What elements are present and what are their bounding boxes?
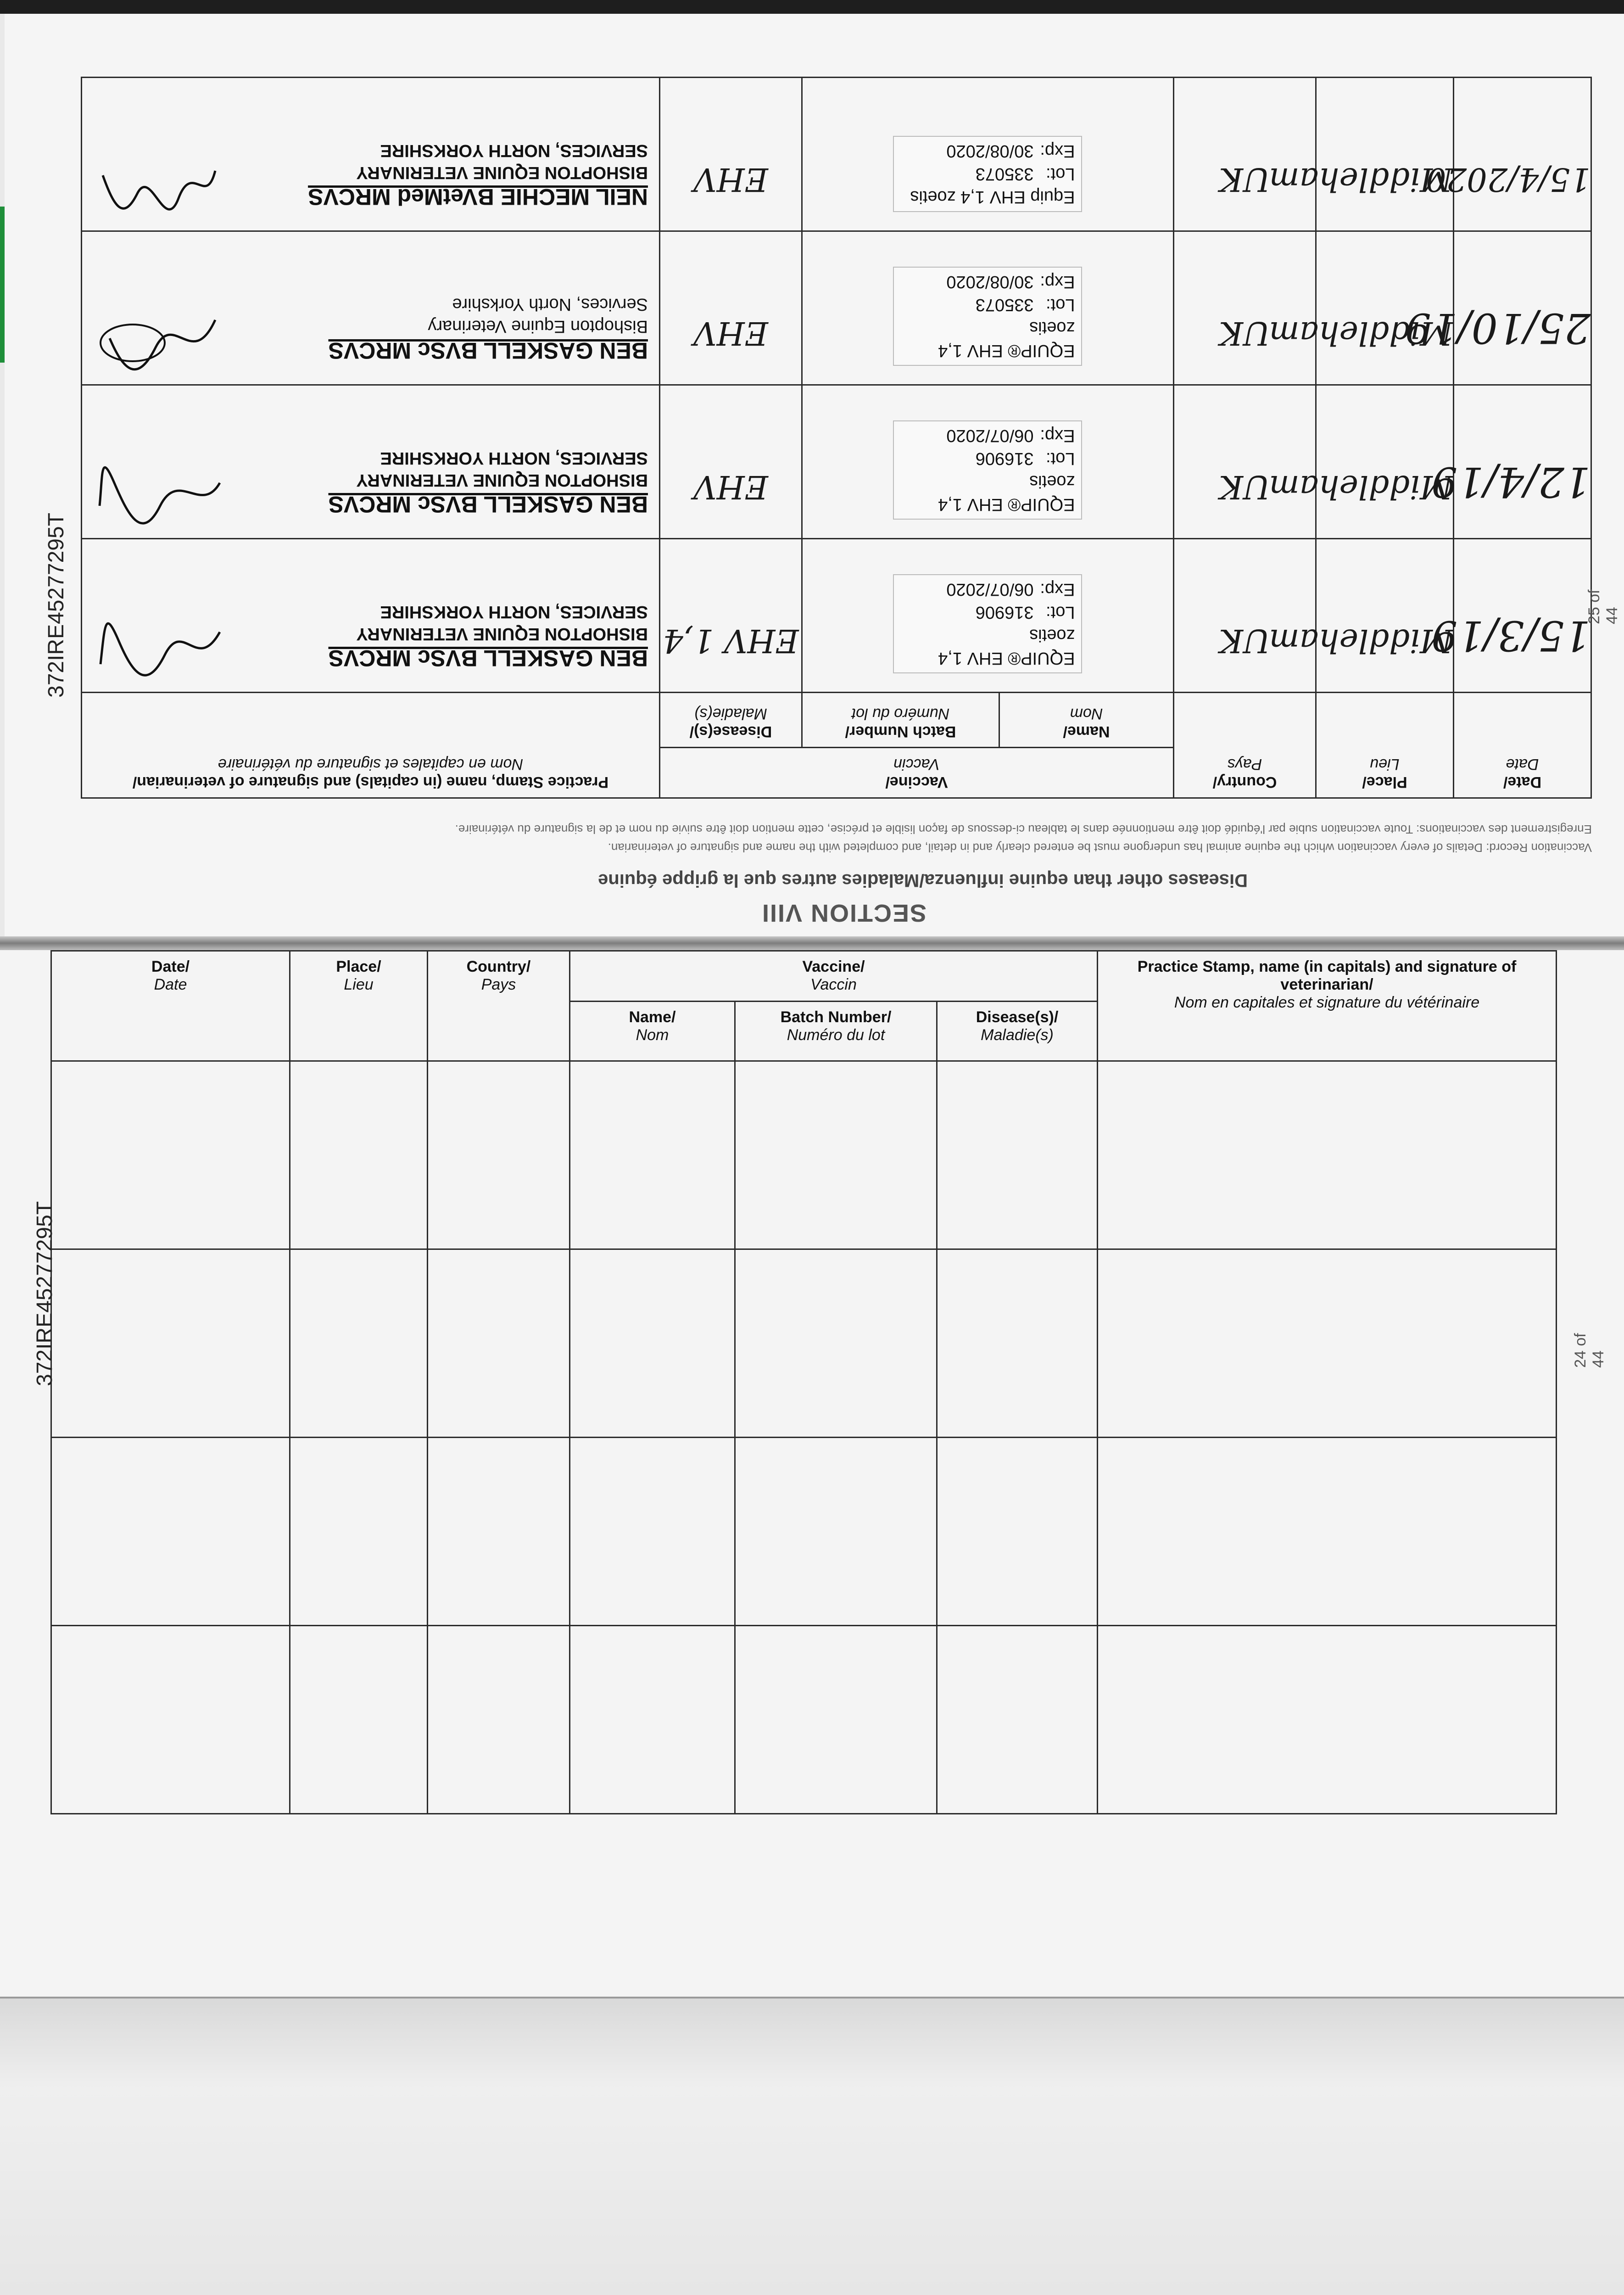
row-country: UK — [1174, 231, 1316, 385]
vet-name: NEIL MECHIE BVetMed MRCVS — [308, 184, 648, 210]
row-place: Middleham — [1316, 539, 1454, 693]
empty-cell[interactable] — [1098, 1438, 1557, 1626]
empty-cell[interactable] — [735, 1249, 937, 1438]
vet-location: SERVICES, NORTH YORKSHIRE — [380, 448, 648, 468]
empty-cell[interactable] — [937, 1061, 1098, 1249]
table-row — [51, 1626, 1557, 1814]
section-title: SECTION VIII — [761, 899, 926, 927]
row-stamp — [81, 385, 659, 539]
header-batch: Batch Number/ Numéro du lot — [735, 1002, 937, 1061]
empty-cell[interactable] — [428, 1438, 570, 1626]
empty-cell[interactable] — [570, 1438, 735, 1626]
empty-cell[interactable] — [735, 1626, 937, 1814]
row-vaccine-label — [802, 385, 1174, 539]
empty-cell[interactable] — [290, 1626, 428, 1814]
header-date: Date/ Date — [51, 951, 290, 1061]
row-date: 15/4/2020 — [1454, 78, 1591, 231]
row-country: UK — [1174, 539, 1316, 693]
empty-cell[interactable] — [51, 1438, 290, 1626]
vet-name: BEN GASKELL BVSc MRCVS — [328, 492, 648, 517]
empty-cell[interactable] — [428, 1626, 570, 1814]
document-id-upper: 372IRE45277295T — [44, 513, 68, 698]
vaccine-sticker: EQUIP® EHV 1,4 zoetis Lot:316906 Exp:06/07/2020 — [893, 420, 1083, 520]
row-stamp — [81, 539, 659, 693]
page-number-lower: 24 of 44 — [1572, 1333, 1607, 1368]
row-disease: EHV — [659, 78, 802, 231]
page-bottom-shadow — [0, 1997, 1624, 2295]
table-row — [51, 1438, 1557, 1626]
lower-page — [0, 950, 1624, 1997]
table-row — [51, 1061, 1557, 1249]
empty-cell[interactable] — [937, 1438, 1098, 1626]
empty-cell[interactable] — [51, 1626, 290, 1814]
header-name: Name/ Nom — [570, 1002, 735, 1061]
empty-cell[interactable] — [1098, 1061, 1557, 1249]
empty-cell[interactable] — [1098, 1249, 1557, 1438]
empty-cell[interactable] — [428, 1249, 570, 1438]
row-vaccine-label — [802, 231, 1174, 385]
page-number-upper: 25 of 44 — [1585, 589, 1621, 624]
upper-page-content — [5, 14, 1624, 936]
vet-location: SERVICES, NORTH YORKSHIRE — [380, 602, 648, 621]
empty-cell[interactable] — [570, 1061, 735, 1249]
row-vaccine-label — [802, 539, 1174, 693]
vaccine-sticker: EQUIP® EHV 1,4 zoetis Lot:335073 Exp:30/08/2020 — [893, 267, 1083, 366]
empty-cell[interactable] — [735, 1061, 937, 1249]
row-place: Middleham — [1316, 231, 1454, 385]
row-date: 25/10/19 — [1454, 231, 1591, 385]
vaccine-sticker: EQUIP® EHV 1,4 zoetis Lot:316906 Exp:06/07/2020 — [893, 574, 1083, 673]
row-country: UK — [1174, 78, 1316, 231]
instructions-fr: Enregistrement des vaccinations: Toute vaccination subie par l'équidé doit être mentionnée dans le tableau ci-dessous de façon lisible et précise, cette mention doit être suivie du nom et de la signature du vétérinaire. — [455, 823, 1592, 836]
empty-cell[interactable] — [51, 1061, 290, 1249]
table-row — [81, 539, 1591, 693]
lower-vaccination-table — [50, 950, 1557, 1814]
instructions-en: Vaccination Record: Details of every vaccination which the equine animal has undergone must be entered clearly and in detail, and completed with the name and signature of veterinarian. — [608, 841, 1592, 855]
book-gutter — [0, 936, 1624, 950]
empty-cell[interactable] — [428, 1061, 570, 1249]
empty-cell[interactable] — [937, 1626, 1098, 1814]
header-batch: Batch Number/ Numéro du lot — [802, 693, 999, 748]
header-name: Name/ Nom — [999, 693, 1174, 748]
upper-page — [5, 14, 1624, 936]
empty-cell[interactable] — [290, 1061, 428, 1249]
vet-practice: BISHOPTON EQUINE VETERINARY — [356, 163, 648, 182]
vet-practice: Bishopton Equine Veterinary — [428, 317, 648, 336]
header-stamp: Practice Stamp, name (in capitals) and signature of veterinarian/ Nom en capitales et signature du vétérinaire — [81, 693, 659, 798]
row-date: 12/4/19 — [1454, 385, 1591, 539]
upper-vaccination-table — [81, 77, 1592, 799]
row-disease: EHV — [659, 231, 802, 385]
vet-location: Services, North Yorkshire — [452, 295, 648, 314]
empty-cell[interactable] — [570, 1249, 735, 1438]
table-row — [81, 231, 1591, 385]
vaccine-sticker: Equip EHV 1,4 zoetis Lot:335073 Exp:30/08/2020 — [893, 136, 1083, 212]
header-country: Country/ Pays — [428, 951, 570, 1061]
table-row — [81, 385, 1591, 539]
header-disease: Disease(s)/ Maladie(s) — [937, 1002, 1098, 1061]
header-vaccine: Vaccine/ Vaccin — [570, 951, 1098, 1002]
row-disease: EHV — [659, 385, 802, 539]
row-date: 15/3/19 — [1454, 539, 1591, 693]
row-place: Middleham — [1316, 78, 1454, 231]
section-heading: Diseases other than equine influenza/Maladies autres que la grippe équine — [598, 870, 1248, 890]
header-vaccine: Vaccine/ Vaccin — [659, 748, 1173, 798]
empty-cell[interactable] — [51, 1249, 290, 1438]
empty-cell[interactable] — [290, 1249, 428, 1438]
row-country: UK — [1174, 385, 1316, 539]
scan-edge — [0, 0, 1624, 14]
empty-cell[interactable] — [735, 1438, 937, 1626]
header-stamp: Practice Stamp, name (in capitals) and signature of veterinarian/ Nom en capitales et signature du vétérinaire — [1098, 951, 1557, 1061]
row-stamp — [81, 78, 659, 231]
table-row — [81, 78, 1591, 231]
vet-practice: BISHOPTON EQUINE VETERINARY — [356, 470, 648, 490]
empty-cell[interactable] — [290, 1438, 428, 1626]
row-stamp — [81, 231, 659, 385]
empty-cell[interactable] — [1098, 1626, 1557, 1814]
header-disease: Disease(s)/ Maladie(s) — [659, 693, 802, 748]
document-id-lower: 372IRE45277295T — [33, 1201, 57, 1386]
vet-location: SERVICES, NORTH YORKSHIRE — [380, 141, 648, 160]
vet-name: BEN GASKELL BVSc MRCVS — [328, 338, 648, 364]
header-country: Country/ Pays — [1174, 693, 1316, 798]
signature-icon — [96, 460, 224, 529]
row-place: Middleham — [1316, 385, 1454, 539]
signature-icon — [96, 614, 224, 683]
header-place: Place/ Lieu — [290, 951, 428, 1061]
table-row — [51, 1249, 1557, 1438]
signature-icon — [96, 306, 224, 375]
empty-cell[interactable] — [937, 1249, 1098, 1438]
signature-icon — [96, 152, 224, 221]
vet-practice: BISHOPTON EQUINE VETERINARY — [356, 624, 648, 644]
header-place: Place/ Lieu — [1316, 693, 1454, 798]
row-disease: EHV 1,4 — [659, 539, 802, 693]
vet-name: BEN GASKELL BVSc MRCVS — [328, 645, 648, 671]
empty-cell[interactable] — [570, 1626, 735, 1814]
row-vaccine-label — [802, 78, 1174, 231]
header-date: Date/ Date — [1454, 693, 1591, 798]
